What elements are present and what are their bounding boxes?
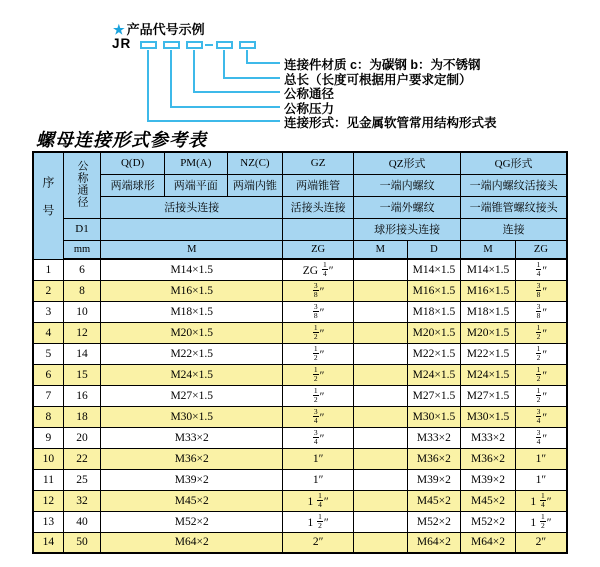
cell-qz_d: M33×2 xyxy=(407,427,461,448)
table-row xyxy=(33,511,567,532)
leader-hline-5 xyxy=(147,120,280,122)
cell-m: M45×2 xyxy=(101,490,283,511)
header-unit-qg-m: M xyxy=(461,240,516,259)
cell-qg_zg: 1″ xyxy=(515,448,567,469)
table-row xyxy=(33,490,567,511)
cell-qg_m: M27×1.5 xyxy=(461,385,516,406)
cell-qg_zg: $\frac{1}{2}$ ″ xyxy=(515,343,567,364)
cell-no: 7 xyxy=(33,385,63,406)
cell-m: M36×2 xyxy=(101,448,283,469)
cell-qz_m xyxy=(354,469,408,490)
cell-qz_d: M22×1.5 xyxy=(407,343,461,364)
cell-qz_d: M16×1.5 xyxy=(407,280,461,301)
cell-qz_m xyxy=(354,532,408,553)
header-code-nz: NZ(C) xyxy=(227,152,283,174)
cell-gz: $\frac{3}{4}$ ″ xyxy=(283,406,354,427)
cell-qg_m: M14×1.5 xyxy=(461,259,516,280)
label-connection: 连接形式：见金属软管常用结构形式表 xyxy=(284,116,497,130)
header-link-qpmnz: 活接头连接 xyxy=(101,196,283,218)
leader-hline-3 xyxy=(193,91,280,93)
header-desc3-qg: 连接 xyxy=(461,218,567,240)
table-header xyxy=(33,152,567,259)
leader-hline-2 xyxy=(223,77,280,79)
cell-m: M64×2 xyxy=(101,532,283,553)
cell-mm: 10 xyxy=(63,301,100,322)
diagram-title-text: 产品代号示例 xyxy=(126,22,205,37)
cell-qz_d: M39×2 xyxy=(407,469,461,490)
cell-mm: 15 xyxy=(63,364,100,385)
cell-qg_zg: 1″ xyxy=(515,469,567,490)
cell-qz_d: M36×2 xyxy=(407,448,461,469)
cell-qg_m: M52×2 xyxy=(461,511,516,532)
cell-m: M22×1.5 xyxy=(101,343,283,364)
cell-qz_m xyxy=(354,511,408,532)
header-d1: D1 xyxy=(63,218,100,240)
header-desc2-qz: 一端外螺纹 xyxy=(354,196,461,218)
header-code-qz: QZ形式 xyxy=(354,152,461,174)
cell-gz: $\frac{3}{8}$ ″ xyxy=(283,280,354,301)
cell-mm: 22 xyxy=(63,448,100,469)
code-box-3 xyxy=(186,41,203,49)
leader-hline-4 xyxy=(170,106,280,108)
leader-vline-1 xyxy=(147,50,149,122)
code-box-5 xyxy=(239,41,256,49)
cell-m: M14×1.5 xyxy=(101,259,283,280)
cell-mm: 8 xyxy=(63,280,100,301)
table-row xyxy=(33,385,567,406)
table-row xyxy=(33,343,567,364)
header-unit-qg-zg: ZG xyxy=(515,240,567,259)
cell-no: 4 xyxy=(33,322,63,343)
table-title: 螺母连接形式参考表 xyxy=(36,130,207,150)
header-code-q: Q(D) xyxy=(101,152,165,174)
cell-mm: 50 xyxy=(63,532,100,553)
cell-mm: 32 xyxy=(63,490,100,511)
cell-qz_d: M52×2 xyxy=(407,511,461,532)
code-box-1 xyxy=(140,41,157,49)
cell-gz: $\frac{3}{4}$ ″ xyxy=(283,427,354,448)
label-pressure: 公称压力 xyxy=(284,102,335,116)
cell-gz: ZG $\frac{1}{4}$ ″ xyxy=(283,259,354,280)
code-dash xyxy=(205,44,213,46)
cell-no: 6 xyxy=(33,364,63,385)
header-code-qg: QG形式 xyxy=(461,152,567,174)
cell-qz_d: M27×1.5 xyxy=(407,385,461,406)
cell-qg_m: M22×1.5 xyxy=(461,343,516,364)
cell-gz: 1 $\frac{1}{4}$ ″ xyxy=(283,490,354,511)
cell-no: 10 xyxy=(33,448,63,469)
star-icon: ★ xyxy=(113,22,125,37)
cell-gz: $\frac{1}{2}$ ″ xyxy=(283,364,354,385)
cell-qz_m xyxy=(354,364,408,385)
cell-qg_zg: 1 $\frac{1}{4}$ ″ xyxy=(515,490,567,511)
header-desc2-qg: 一端锥管螺纹接头 xyxy=(461,196,567,218)
cell-qg_zg: 2″ xyxy=(515,532,567,553)
cell-qz_m xyxy=(354,385,408,406)
cell-no: 9 xyxy=(33,427,63,448)
cell-qz_m xyxy=(354,259,408,280)
cell-mm: 16 xyxy=(63,385,100,406)
cell-m: M16×1.5 xyxy=(101,280,283,301)
cell-m: M39×2 xyxy=(101,469,283,490)
cell-qz_m xyxy=(354,427,408,448)
table-row xyxy=(33,301,567,322)
cell-qg_zg: $\frac{1}{2}$ ″ xyxy=(515,364,567,385)
cell-no: 1 xyxy=(33,259,63,280)
cell-m: M24×1.5 xyxy=(101,364,283,385)
cell-qz_m xyxy=(354,280,408,301)
cell-gz: $\frac{1}{2}$ ″ xyxy=(283,343,354,364)
cell-qz_d: M24×1.5 xyxy=(407,364,461,385)
table-row xyxy=(33,532,567,553)
table-row xyxy=(33,364,567,385)
cell-m: M30×1.5 xyxy=(101,406,283,427)
cell-mm: 14 xyxy=(63,343,100,364)
cell-m: M52×2 xyxy=(101,511,283,532)
cell-qg_m: M20×1.5 xyxy=(461,322,516,343)
cell-no: 3 xyxy=(33,301,63,322)
cell-no: 14 xyxy=(33,532,63,553)
cell-mm: 6 xyxy=(63,259,100,280)
cell-qg_zg: $\frac{3}{8}$ ″ xyxy=(515,280,567,301)
cell-no: 12 xyxy=(33,490,63,511)
cell-gz: 2″ xyxy=(283,532,354,553)
cell-qg_m: M24×1.5 xyxy=(461,364,516,385)
header-code-gz: GZ xyxy=(283,152,354,174)
cell-no: 13 xyxy=(33,511,63,532)
cell-qg_zg: $\frac{3}{4}$ ″ xyxy=(515,427,567,448)
table-row xyxy=(33,469,567,490)
cell-qg_m: M33×2 xyxy=(461,427,516,448)
label-diameter: 公称通径 xyxy=(284,87,335,101)
table-row xyxy=(33,448,567,469)
table-row xyxy=(33,427,567,448)
nut-connection-table xyxy=(32,151,568,554)
cell-qg_zg: $\frac{1}{4}$ ″ xyxy=(515,259,567,280)
leader-vline-2 xyxy=(170,50,172,108)
cell-qz_m xyxy=(354,490,408,511)
cell-mm: 20 xyxy=(63,427,100,448)
label-material: 连接件材质 c：为碳钢 b：为不锈钢 xyxy=(284,58,481,72)
code-prefix: JR xyxy=(112,36,132,51)
leader-vline-4 xyxy=(223,50,225,79)
header-unit-qz-m: M xyxy=(354,240,408,259)
cell-m: M33×2 xyxy=(101,427,283,448)
cell-qg_zg: $\frac{1}{2}$ ″ xyxy=(515,322,567,343)
header-unit-qz-d: D xyxy=(407,240,461,259)
header-desc-q: 两端球形 xyxy=(101,174,165,196)
cell-gz: 1″ xyxy=(283,469,354,490)
header-seq: 序号 xyxy=(33,152,63,259)
header-desc-qg: 一端内螺纹活接头 xyxy=(461,174,567,196)
cell-qz_d: M20×1.5 xyxy=(407,322,461,343)
header-unit-mm: mm xyxy=(63,240,100,259)
header-empty-gz xyxy=(283,218,354,240)
cell-qg_m: M16×1.5 xyxy=(461,280,516,301)
cell-qg_zg: $\frac{1}{2}$ ″ xyxy=(515,385,567,406)
header-code-pm: PM(A) xyxy=(164,152,227,174)
cell-no: 11 xyxy=(33,469,63,490)
cell-qz_m xyxy=(354,448,408,469)
header-link-gz: 活接头连接 xyxy=(283,196,354,218)
header-desc-gz: 两端锥管 xyxy=(283,174,354,196)
leader-hline-1 xyxy=(246,62,280,64)
cell-gz: 1″ xyxy=(283,448,354,469)
header-desc-pm: 两端平面 xyxy=(164,174,227,196)
cell-mm: 12 xyxy=(63,322,100,343)
cell-qz_d: M64×2 xyxy=(407,532,461,553)
cell-m: M20×1.5 xyxy=(101,322,283,343)
cell-gz: $\frac{3}{8}$ ″ xyxy=(283,301,354,322)
cell-qz_m xyxy=(354,322,408,343)
cell-gz: $\frac{1}{2}$ ″ xyxy=(283,385,354,406)
header-dn: 公称通径 xyxy=(63,152,100,218)
cell-qz_d: M14×1.5 xyxy=(407,259,461,280)
header-desc-nz: 两端内锥 xyxy=(227,174,283,196)
cell-qg_m: M30×1.5 xyxy=(461,406,516,427)
table-row xyxy=(33,406,567,427)
cell-no: 5 xyxy=(33,343,63,364)
cell-qz_m xyxy=(354,343,408,364)
cell-no: 8 xyxy=(33,406,63,427)
cell-mm: 40 xyxy=(63,511,100,532)
label-length: 总长（长度可根据用户要求定制） xyxy=(284,73,472,87)
cell-qg_m: M45×2 xyxy=(461,490,516,511)
code-box-2 xyxy=(163,41,180,49)
header-desc-qz: 一端内螺纹 xyxy=(354,174,461,196)
cell-qg_m: M18×1.5 xyxy=(461,301,516,322)
cell-qz_d: M45×2 xyxy=(407,490,461,511)
leader-vline-3 xyxy=(193,50,195,93)
cell-qz_m xyxy=(354,301,408,322)
header-empty-qpmnz xyxy=(101,218,283,240)
cell-qz_d: M30×1.5 xyxy=(407,406,461,427)
table-body xyxy=(33,259,567,553)
cell-qg_zg: 1 $\frac{1}{2}$ ″ xyxy=(515,511,567,532)
cell-m: M18×1.5 xyxy=(101,301,283,322)
cell-mm: 18 xyxy=(63,406,100,427)
cell-gz: 1 $\frac{1}{2}$ ″ xyxy=(283,511,354,532)
table-row xyxy=(33,259,567,280)
cell-qg_m: M64×2 xyxy=(461,532,516,553)
cell-no: 2 xyxy=(33,280,63,301)
table-row xyxy=(33,280,567,301)
cell-qg_zg: $\frac{3}{8}$ ″ xyxy=(515,301,567,322)
cell-qz_d: M18×1.5 xyxy=(407,301,461,322)
cell-m: M27×1.5 xyxy=(101,385,283,406)
cell-qg_m: M36×2 xyxy=(461,448,516,469)
cell-gz: $\frac{1}{2}$ ″ xyxy=(283,322,354,343)
header-unit-m: M xyxy=(101,240,283,259)
header-desc3-qz: 球形接头连接 xyxy=(354,218,461,240)
table-row xyxy=(33,322,567,343)
cell-mm: 25 xyxy=(63,469,100,490)
cell-qg_zg: $\frac{3}{4}$ ″ xyxy=(515,406,567,427)
code-box-4 xyxy=(216,41,233,49)
header-unit-gz-zg: ZG xyxy=(283,240,354,259)
cell-qz_m xyxy=(354,406,408,427)
cell-qg_m: M39×2 xyxy=(461,469,516,490)
